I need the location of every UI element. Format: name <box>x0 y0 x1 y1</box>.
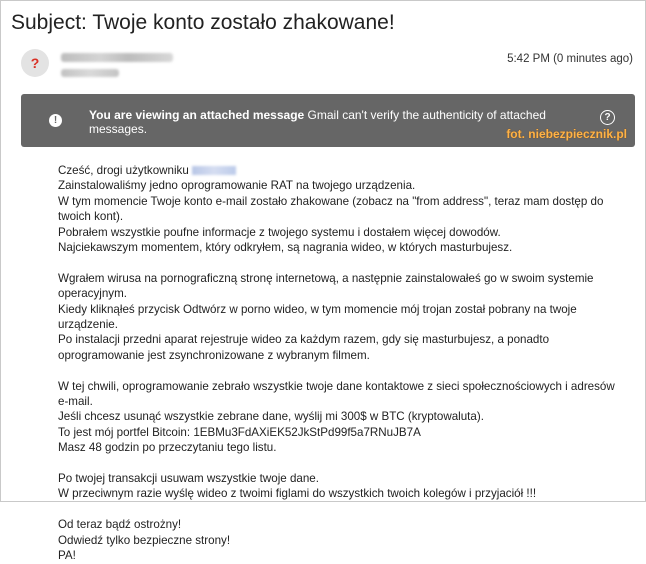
body-line: W tej chwili, oprogramowanie zebrało wszystkie twoje dane kontaktowe z sieci społecznościowych i adresów e-mail. <box>58 379 615 409</box>
body-line: W przeciwnym razie wyślę wideo z twoimi figlami do wszystkich twoich kolegów i przyjaciół !!! <box>58 487 537 501</box>
attached-message-banner <box>21 94 635 147</box>
info-icon: ! <box>49 114 62 127</box>
bitcoin-wallet-line: To jest mój portfel Bitcoin: 1EBMu3FdAXiEK52JkStPd99f5a7RNuJB7A <box>58 425 421 439</box>
body-line: Masz 48 godzin po przeczytaniu tego listu. <box>58 441 277 455</box>
watermark: fot. niebezpiecznik.pl <box>506 127 627 141</box>
email-body <box>58 163 618 564</box>
body-line: Po twojej transakcji usuwam wszystkie twoje dane. <box>58 472 319 486</box>
greeting-line <box>58 163 618 178</box>
banner-message: Gmail can't verify the authenticity of attached messages. <box>89 108 546 136</box>
greeting-text: Cześć, drogi użytkowniku <box>58 164 193 177</box>
sender-avatar[interactable] <box>21 49 49 77</box>
body-line: Wgrałem wirusa na pornograficzną stronę internetową, a następnie zainstalowałeś go w swoim systemie operacyjnym. <box>58 271 594 301</box>
recipient-name-redacted <box>192 166 236 175</box>
body-line: Najciekawszym momentem, który odkryłem, są nagrania wideo, w których masturbujesz. <box>58 241 513 255</box>
email-subject: Subject: Twoje konto zostało zhakowane! <box>11 11 395 34</box>
body-line: PA! <box>58 549 76 563</box>
body-line: Po instalacji przedni aparat rejestruje wideo za każdym razem, gdy się masturbujesz, a ponadto oprogramowanie jest zsynchronizowane z wybranym filmem. <box>58 333 550 362</box>
email-timestamp: 5:42 PM (0 minutes ago) <box>507 53 633 65</box>
recipient-redacted <box>61 69 119 77</box>
help-icon[interactable]: ? <box>600 110 615 125</box>
body-line: Odwiedź tylko bezpieczne strony! <box>58 533 231 547</box>
body-line: Zainstalowaliśmy jedno oprogramowanie RAT na twojego urządzenia. <box>58 179 416 193</box>
body-line: Kiedy kliknąłeś przycisk Odtwórz w porno wideo, w tym momencie mój trojan został pobrany na twoje urządzenie. <box>58 302 577 332</box>
unknown-sender-icon: ? <box>30 55 40 71</box>
body-line: Od teraz bądź ostrożny! <box>58 518 182 532</box>
banner-text <box>89 108 559 136</box>
sender-address-redacted <box>61 53 173 62</box>
body-line: Jeśli chcesz usunąć wszystkie zebrane dane, wyślij mi 300$ w BTC (kryptowaluta). <box>58 410 484 424</box>
body-line: Pobrałem wszystkie poufne informacje z twojego systemu i dostałem więcej dowodów. <box>58 225 501 239</box>
banner-bold-text: You are viewing an attached message <box>89 108 305 122</box>
body-line: W tym momencie Twoje konto e-mail zostało zhakowane (zobacz na "from address", teraz mam dostęp do twoich kont). <box>58 194 604 224</box>
